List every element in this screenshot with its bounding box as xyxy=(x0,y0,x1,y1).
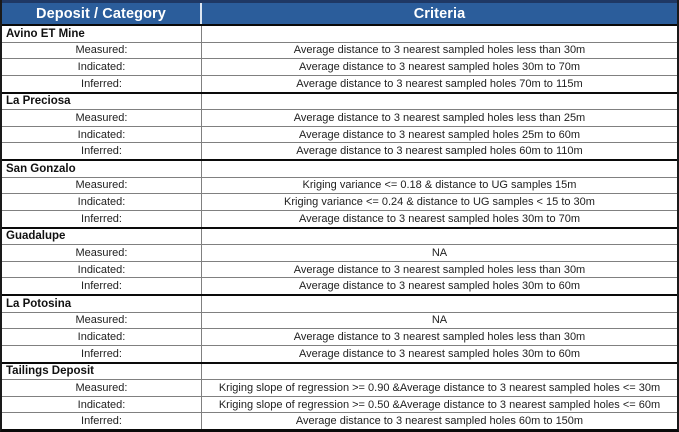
category-row xyxy=(2,261,677,278)
category-label: Indicated: xyxy=(2,194,202,210)
criteria-value: Average distance to 3 nearest sampled holes 70m to 115m xyxy=(296,77,583,90)
category-label: Indicated: xyxy=(2,329,202,345)
table-body xyxy=(2,26,677,429)
criteria-value: Average distance to 3 nearest sampled holes less than 30m xyxy=(293,44,586,57)
criteria-value: Average distance to 3 nearest sampled holes 30m to 70m xyxy=(298,61,581,74)
category-label: Indicated: xyxy=(2,397,202,413)
category-label: Measured: xyxy=(2,178,202,194)
deposit-section-row xyxy=(2,26,677,42)
category-label: Indicated: xyxy=(2,59,202,75)
category-label: Inferred: xyxy=(2,346,202,362)
category-row xyxy=(2,379,677,396)
deposit-section-row xyxy=(2,362,677,380)
deposit-section-row xyxy=(2,159,677,177)
criteria-value: Kriging slope of regression >= 0.50 &Average distance to 3 nearest sampled holes <= 60m xyxy=(218,398,661,411)
criteria-value: Average distance to 3 nearest sampled holes 60m to 150m xyxy=(295,415,584,428)
category-row xyxy=(2,277,677,294)
category-row xyxy=(2,244,677,261)
column-header-deposit-category: Deposit / Category xyxy=(2,3,202,24)
category-label: Inferred: xyxy=(2,76,202,92)
table-header-row xyxy=(2,0,677,26)
criteria-empty-cell xyxy=(202,364,677,380)
criteria-empty-cell xyxy=(202,229,677,245)
category-row xyxy=(2,42,677,59)
category-label: Inferred: xyxy=(2,278,202,294)
deposit-name: La Potosina xyxy=(2,296,202,312)
category-label: Inferred: xyxy=(2,211,202,227)
deposit-section-row xyxy=(2,92,677,110)
criteria-value: Kriging slope of regression >= 0.90 &Average distance to 3 nearest sampled holes <= 30m xyxy=(218,381,661,394)
criteria-value: Average distance to 3 nearest sampled holes 60m to 110m xyxy=(296,145,583,158)
criteria-value: Average distance to 3 nearest sampled holes 30m to 70m xyxy=(298,212,581,225)
criteria-value: Average distance to 3 nearest sampled holes 25m to 60m xyxy=(298,128,581,141)
criteria-empty-cell xyxy=(202,26,677,42)
criteria-value: Kriging variance <= 0.24 & distance to UG samples < 15 to 30m xyxy=(284,196,595,209)
category-row xyxy=(2,312,677,329)
deposit-section-row xyxy=(2,294,677,312)
category-row xyxy=(2,345,677,362)
criteria-value: Kriging variance <= 0.18 & distance to UG samples 15m xyxy=(302,179,577,192)
criteria-value: NA xyxy=(431,314,448,327)
category-label: Measured: xyxy=(2,313,202,329)
category-label: Measured: xyxy=(2,380,202,396)
deposit-name: Tailings Deposit xyxy=(2,364,202,380)
column-header-criteria: Criteria xyxy=(413,5,466,22)
category-row xyxy=(2,193,677,210)
criteria-empty-cell xyxy=(202,296,677,312)
category-row xyxy=(2,328,677,345)
criteria-value: Average distance to 3 nearest sampled holes less than 30m xyxy=(293,263,586,276)
category-label: Measured: xyxy=(2,245,202,261)
category-row xyxy=(2,126,677,143)
category-row xyxy=(2,75,677,92)
category-label: Indicated: xyxy=(2,262,202,278)
category-label: Measured: xyxy=(2,110,202,126)
criteria-empty-cell xyxy=(202,94,677,110)
deposit-name: San Gonzalo xyxy=(2,161,202,177)
criteria-empty-cell xyxy=(202,161,677,177)
category-label: Measured: xyxy=(2,43,202,59)
deposit-name: La Preciosa xyxy=(2,94,202,110)
criteria-value: Average distance to 3 nearest sampled holes 30m to 60m xyxy=(298,347,581,360)
deposit-section-row xyxy=(2,227,677,245)
category-label: Inferred: xyxy=(2,413,202,429)
criteria-value: Average distance to 3 nearest sampled holes less than 25m xyxy=(293,111,586,124)
category-label: Inferred: xyxy=(2,143,202,159)
deposit-name: Guadalupe xyxy=(2,229,202,245)
deposit-name: Avino ET Mine xyxy=(2,26,202,42)
criteria-value: Average distance to 3 nearest sampled holes 30m to 60m xyxy=(298,280,581,293)
category-label: Indicated: xyxy=(2,127,202,143)
criteria-value: Average distance to 3 nearest sampled holes less than 30m xyxy=(293,331,586,344)
category-row xyxy=(2,396,677,413)
category-row xyxy=(2,142,677,159)
criteria-value: NA xyxy=(431,246,448,259)
category-row xyxy=(2,58,677,75)
category-row xyxy=(2,177,677,194)
category-row xyxy=(2,412,677,429)
category-row xyxy=(2,109,677,126)
category-row xyxy=(2,210,677,227)
